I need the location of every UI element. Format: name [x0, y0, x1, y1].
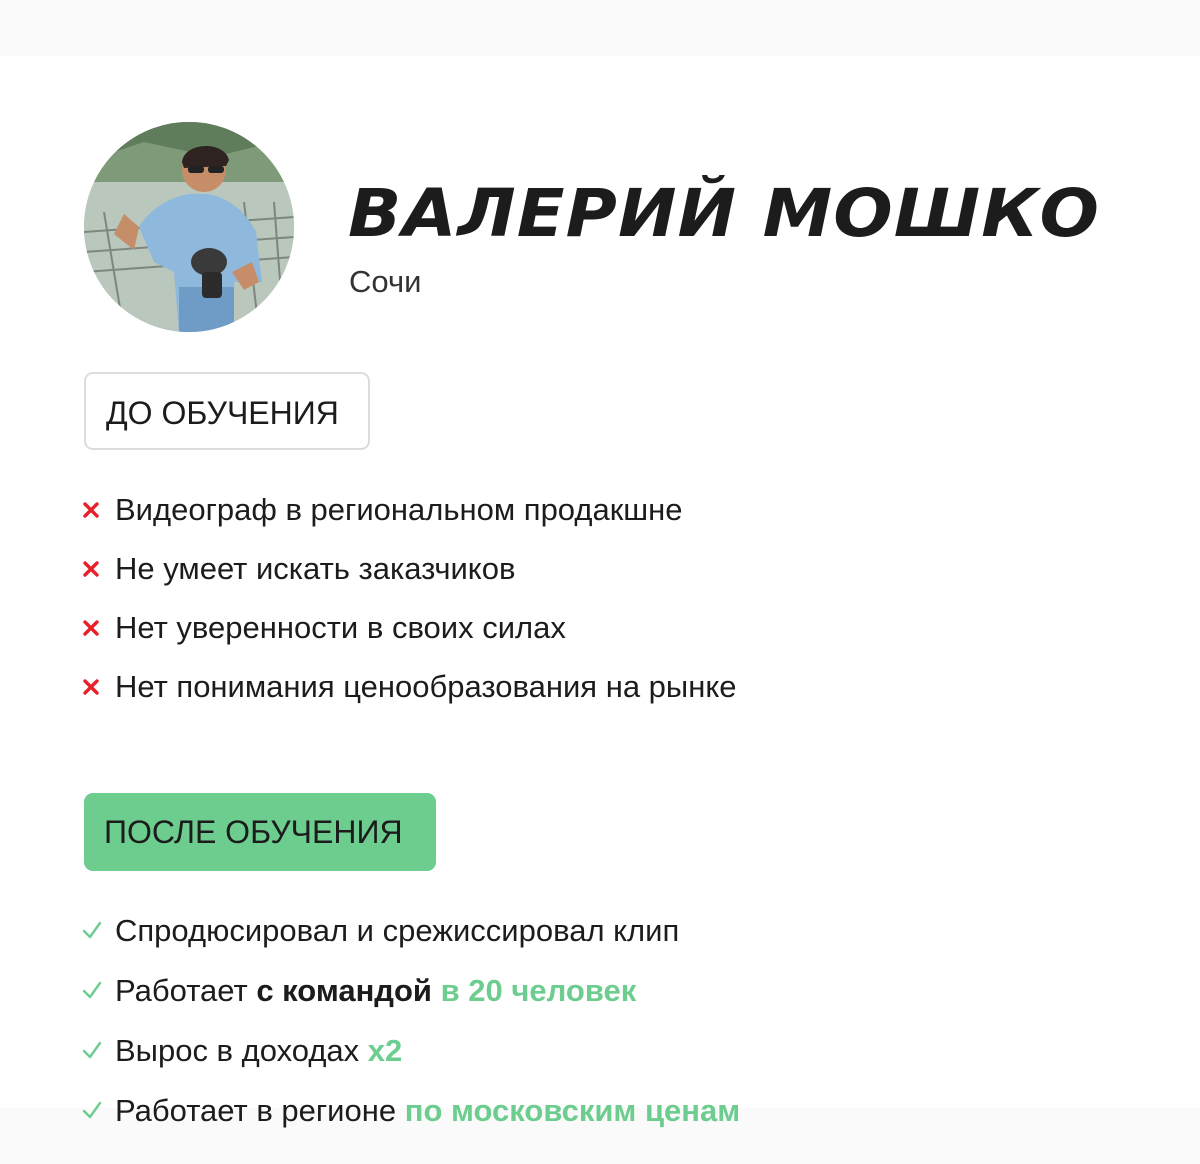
person-name: ВАЛЕРИЙ МОШКО — [348, 175, 1101, 252]
list-item — [82, 1081, 740, 1141]
list-item — [82, 657, 736, 716]
list-item-highlight: х2 — [367, 1033, 403, 1068]
cross-icon — [82, 657, 106, 716]
check-icon — [82, 901, 106, 961]
list-item-text: Видеограф в региональном продакшне — [115, 492, 683, 527]
cross-icon — [82, 480, 106, 539]
check-icon — [82, 961, 106, 1021]
check-icon — [82, 1081, 106, 1141]
cross-icon — [82, 539, 106, 598]
list-item — [82, 539, 736, 598]
list-item — [82, 598, 736, 657]
list-item — [82, 1021, 740, 1081]
list-item-highlight: по московским ценам — [404, 1093, 741, 1128]
before-list — [82, 480, 736, 716]
before-training-badge: ДО ОБУЧЕНИЯ — [84, 372, 370, 450]
list-item — [82, 961, 740, 1021]
person-city: Сочи — [349, 264, 422, 299]
list-item-text: Спродюсировал и срежиссировал клип — [115, 913, 680, 948]
avatar-photo — [84, 122, 294, 332]
list-item-text: Работает в регионе — [115, 1093, 405, 1128]
list-item-highlight: в 20 человек — [431, 973, 637, 1008]
testimonial-card — [0, 56, 1200, 1128]
list-item — [82, 901, 740, 961]
after-training-badge: ПОСЛЕ ОБУЧЕНИЯ — [84, 793, 436, 871]
list-item-text: Вырос в доходах — [115, 1033, 368, 1068]
list-item — [82, 480, 736, 539]
list-item-text: Работает — [115, 973, 257, 1008]
after-list — [82, 901, 740, 1141]
list-item-text: Не умеет искать заказчиков — [115, 551, 516, 586]
avatar — [84, 122, 294, 332]
list-item-text: Нет уверенности в своих силах — [115, 610, 566, 645]
list-item-text: Нет понимания ценообразования на рынке — [115, 669, 737, 704]
cross-icon — [82, 598, 106, 657]
list-item-bold: с командой — [256, 973, 432, 1008]
check-icon — [82, 1021, 106, 1081]
